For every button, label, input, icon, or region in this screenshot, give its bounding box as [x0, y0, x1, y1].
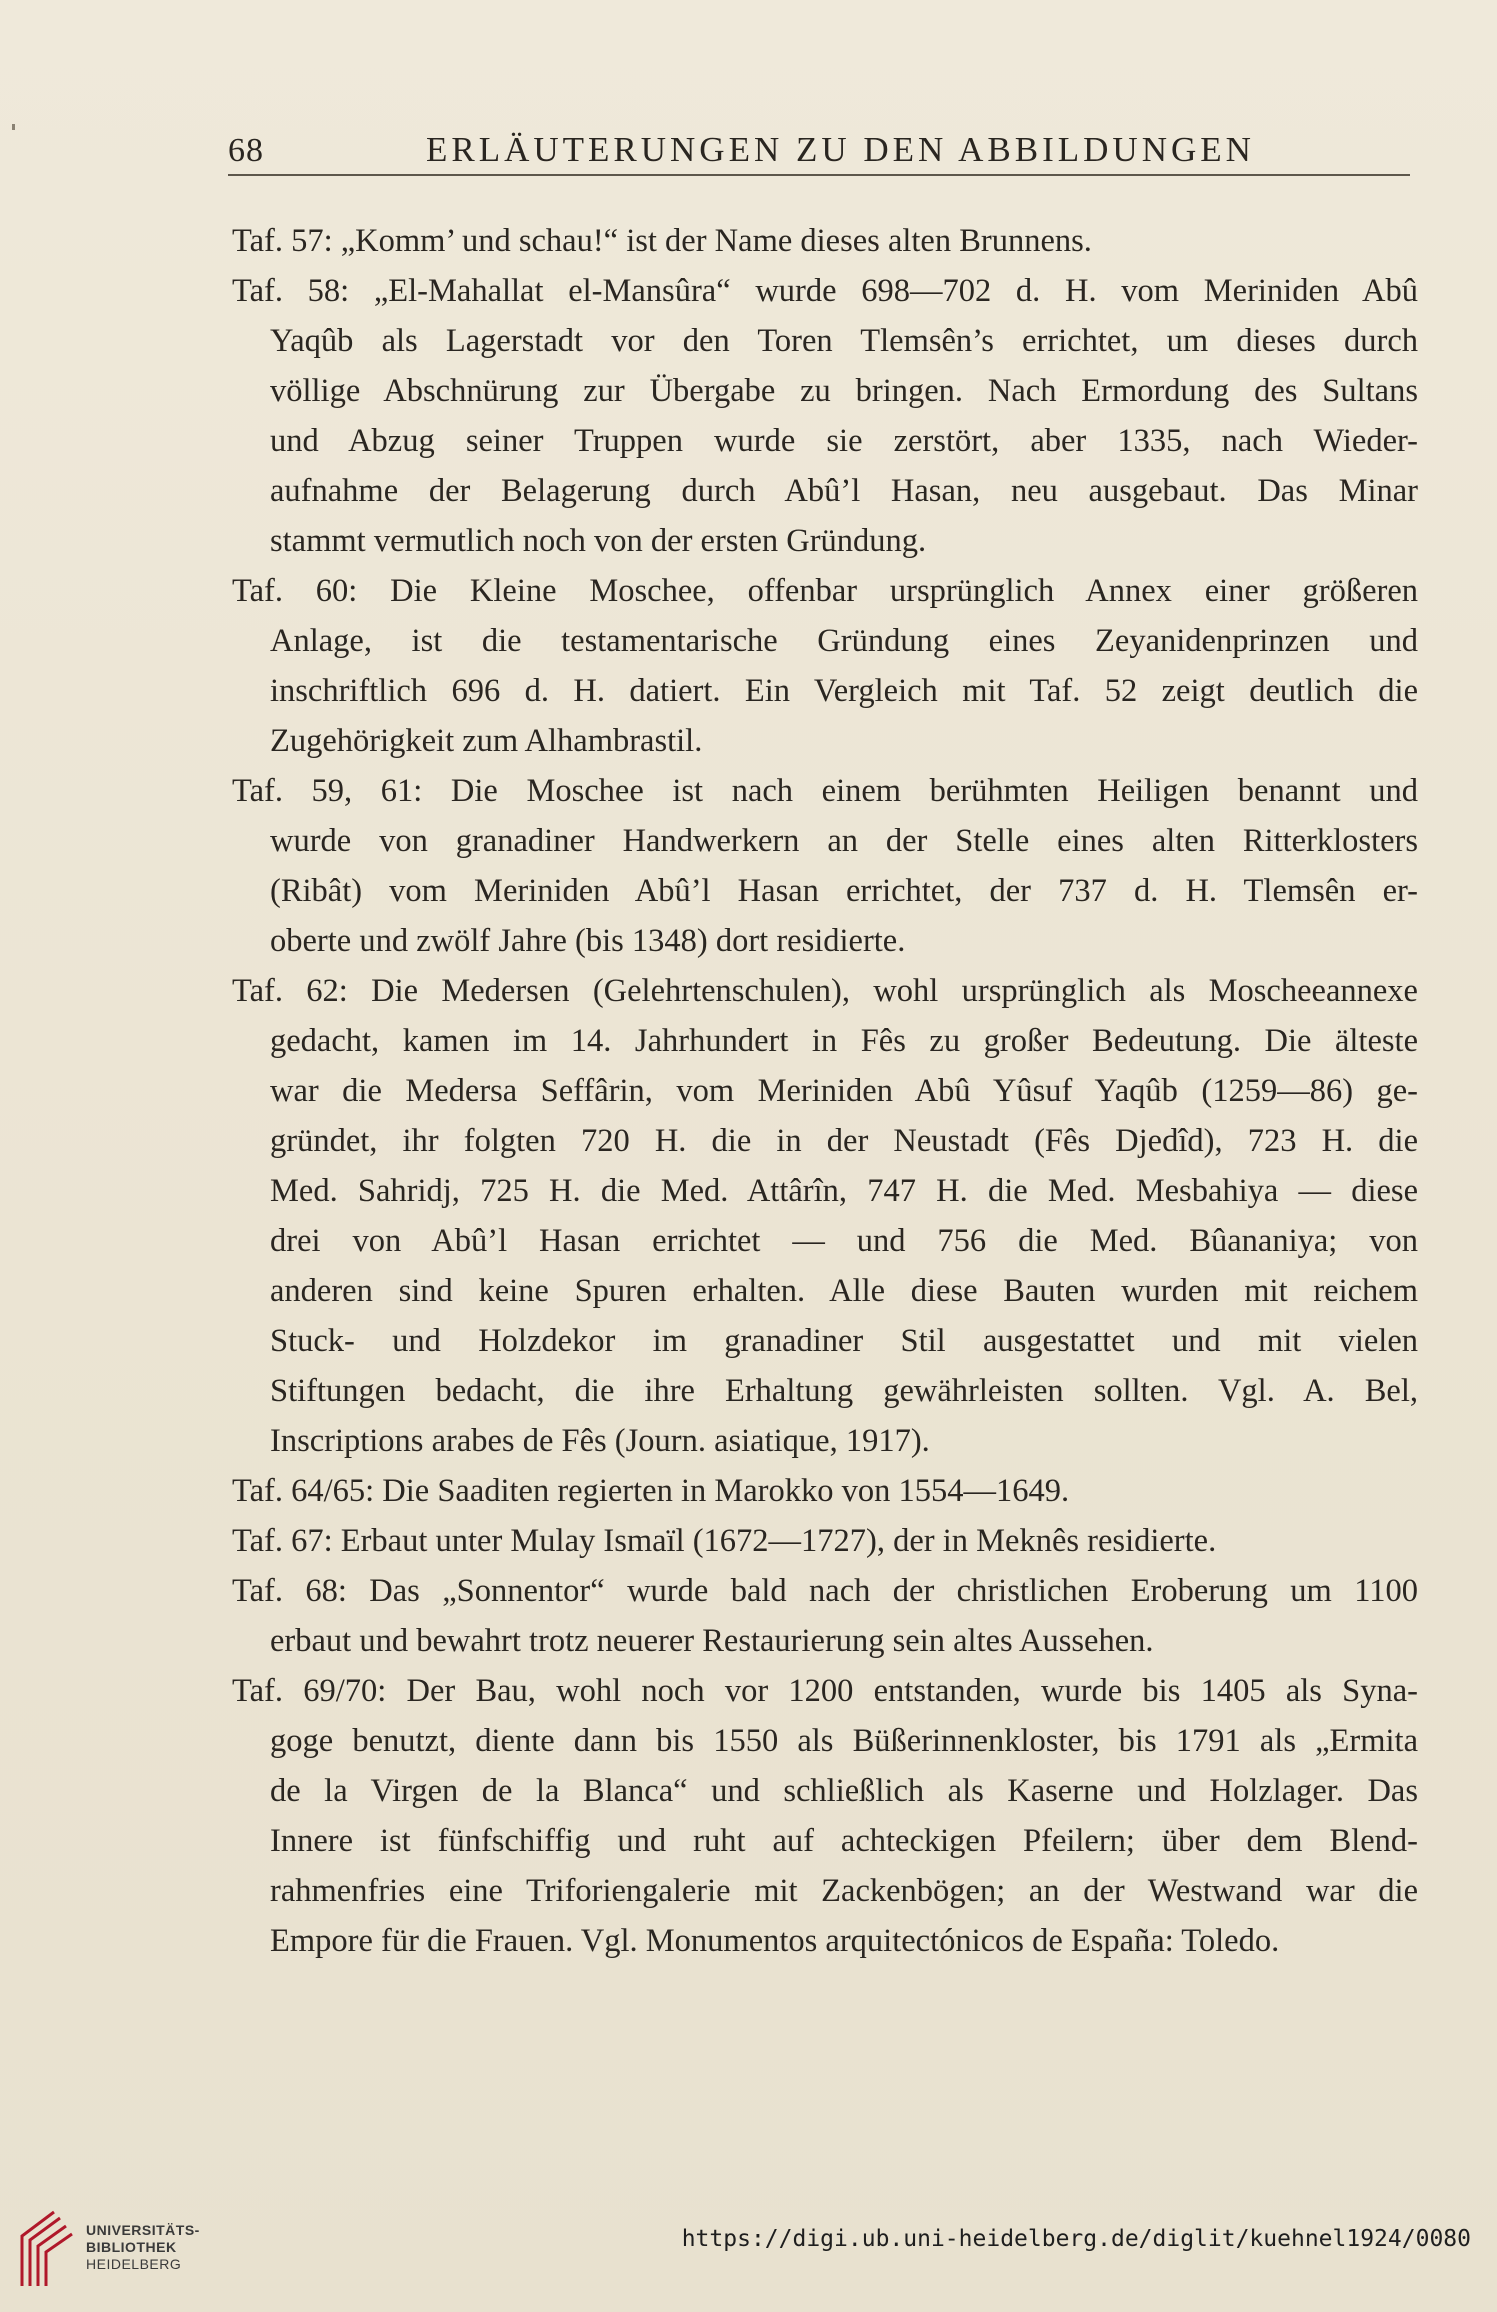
entry-line: Yaqûb als Lagerstadt vor den Toren Tlemsên’s errichtet, um dieses durch [270, 323, 1418, 359]
entry-line: und Abzug seiner Truppen wurde sie zerstört, aber 1335, nach Wieder- [270, 423, 1418, 459]
entry-line: aufnahme der Belagerung durch Abû’l Hasan, neu ausgebaut. Das Minar [270, 473, 1418, 509]
entry-first-line: Taf. 69/70: Der Bau, wohl noch vor 1200 entstanden, wurde bis 1405 als Syna- [232, 1673, 1418, 1709]
plate-entry [232, 1666, 1418, 1966]
entry-line: gedacht, kamen im 14. Jahrhundert in Fês zu großer Bedeutung. Die älteste [270, 1023, 1418, 1059]
scan-speck [12, 124, 15, 130]
entry-line: Innere ist fünfschiffig und ruht auf achteckigen Pfeilern; über dem Blend- [270, 1823, 1418, 1859]
entry-line: Med. Sahridj, 725 H. die Med. Attârîn, 747 H. die Med. Mesbahiya — diese [270, 1173, 1418, 1209]
page-number: 68 [228, 132, 264, 169]
entry-line: Anlage, ist die testamentarische Gründung eines Zeyanidenprinzen und [270, 623, 1418, 659]
plate-entry [232, 266, 1418, 566]
library-name-line: BIBLIOTHEK [86, 2239, 177, 2255]
library-name-line: HEIDELBERG [86, 2256, 182, 2272]
entry-line: war die Medersa Seffârin, vom Meriniden Abû Yûsuf Yaqûb (1259—86) ge- [270, 1073, 1418, 1109]
plate-entry [232, 766, 1418, 966]
entry-first-line: Taf. 68: Das „Sonnentor“ wurde bald nach der christlichen Eroberung um 1100 [232, 1573, 1418, 1609]
entry-line: erbaut und bewahrt trotz neuerer Restaurierung sein altes Aussehen. [270, 1623, 1154, 1659]
entry-line: rahmenfries eine Triforiengalerie mit Zackenbögen; an der Westwand war die [270, 1873, 1418, 1909]
entry-line: gründet, ihr folgten 720 H. die in der Neustadt (Fês Djedîd), 723 H. die [270, 1123, 1418, 1159]
plate-entry [232, 1566, 1418, 1666]
entry-line: inschriftlich 696 d. H. datiert. Ein Vergleich mit Taf. 52 zeigt deutlich die [270, 673, 1418, 709]
entry-line: goge benutzt, diente dann bis 1550 als Büßerinnenkloster, bis 1791 als „Ermita [270, 1723, 1418, 1759]
library-logo-icon [14, 2206, 76, 2292]
plate-entry [232, 216, 1418, 266]
plate-entry [232, 966, 1418, 1466]
footer [0, 2192, 1497, 2312]
library-name-line: UNIVERSITÄTS- [86, 2222, 200, 2238]
entry-line: Empore für die Frauen. Vgl. Monumentos arquitectónicos de España: Toledo. [270, 1923, 1280, 1959]
entry-line: de la Virgen de la Blanca“ und schließlich als Kaserne und Holzlager. Das [270, 1773, 1418, 1809]
entry-line: (Ribât) vom Meriniden Abû’l Hasan errichtet, der 737 d. H. Tlemsên er- [270, 873, 1418, 909]
plate-entry [232, 1466, 1418, 1516]
body-text [232, 216, 1418, 1966]
entry-line: anderen sind keine Spuren erhalten. Alle diese Bauten wurden mit reichem [270, 1273, 1418, 1309]
entry-first-line: Taf. 58: „El-Mahallat el-Mansûra“ wurde 698—702 d. H. vom Meriniden Abû [232, 273, 1418, 309]
entry-first-line: Taf. 59, 61: Die Moschee ist nach einem berühmten Heiligen benannt und [232, 773, 1418, 809]
entry-line: Inscriptions arabes de Fês (Journ. asiatique, 1917). [270, 1423, 930, 1459]
plate-entry [232, 566, 1418, 766]
entry-first-line: Taf. 57: „Komm’ und schau!“ ist der Name dieses alten Brunnens. [232, 223, 1092, 259]
entry-line: stammt vermutlich noch von der ersten Gründung. [270, 523, 927, 559]
entry-first-line: Taf. 64/65: Die Saaditen regierten in Marokko von 1554—1649. [232, 1473, 1070, 1509]
entry-line: Stiftungen bedacht, die ihre Erhaltung gewährleisten sollten. Vgl. A. Bel, [270, 1373, 1418, 1409]
entry-line: völlige Abschnürung zur Übergabe zu bringen. Nach Ermordung des Sultans [270, 373, 1418, 409]
entry-line: Stuck- und Holzdekor im granadiner Stil ausgestattet und mit vielen [270, 1323, 1418, 1359]
source-url-link[interactable]: https://digi.ub.uni-heidelberg.de/diglit/kuehnel1924/0080 [681, 2226, 1471, 2252]
entry-line: Zugehörigkeit zum Alhambrastil. [270, 723, 703, 759]
entry-line: drei von Abû’l Hasan errichtet — und 756 die Med. Bûananiya; von [270, 1223, 1418, 1259]
plate-entry [232, 1516, 1418, 1566]
entry-first-line: Taf. 67: Erbaut unter Mulay Ismaïl (1672—1727), der in Meknês residierte. [232, 1523, 1217, 1559]
entry-first-line: Taf. 60: Die Kleine Moschee, offenbar ursprünglich Annex einer größeren [232, 573, 1418, 609]
entry-line: oberte und zwölf Jahre (bis 1348) dort residierte. [270, 923, 906, 959]
page-header [228, 124, 1410, 176]
library-name [86, 2222, 200, 2273]
entry-first-line: Taf. 62: Die Medersen (Gelehrtenschulen), wohl ursprünglich als Moscheeannexe [232, 973, 1418, 1009]
running-head: ERLÄUTERUNGEN ZU DEN ABBILDUNGEN [426, 130, 1255, 169]
entry-line: wurde von granadiner Handwerkern an der Stelle eines alten Ritterklosters [270, 823, 1418, 859]
